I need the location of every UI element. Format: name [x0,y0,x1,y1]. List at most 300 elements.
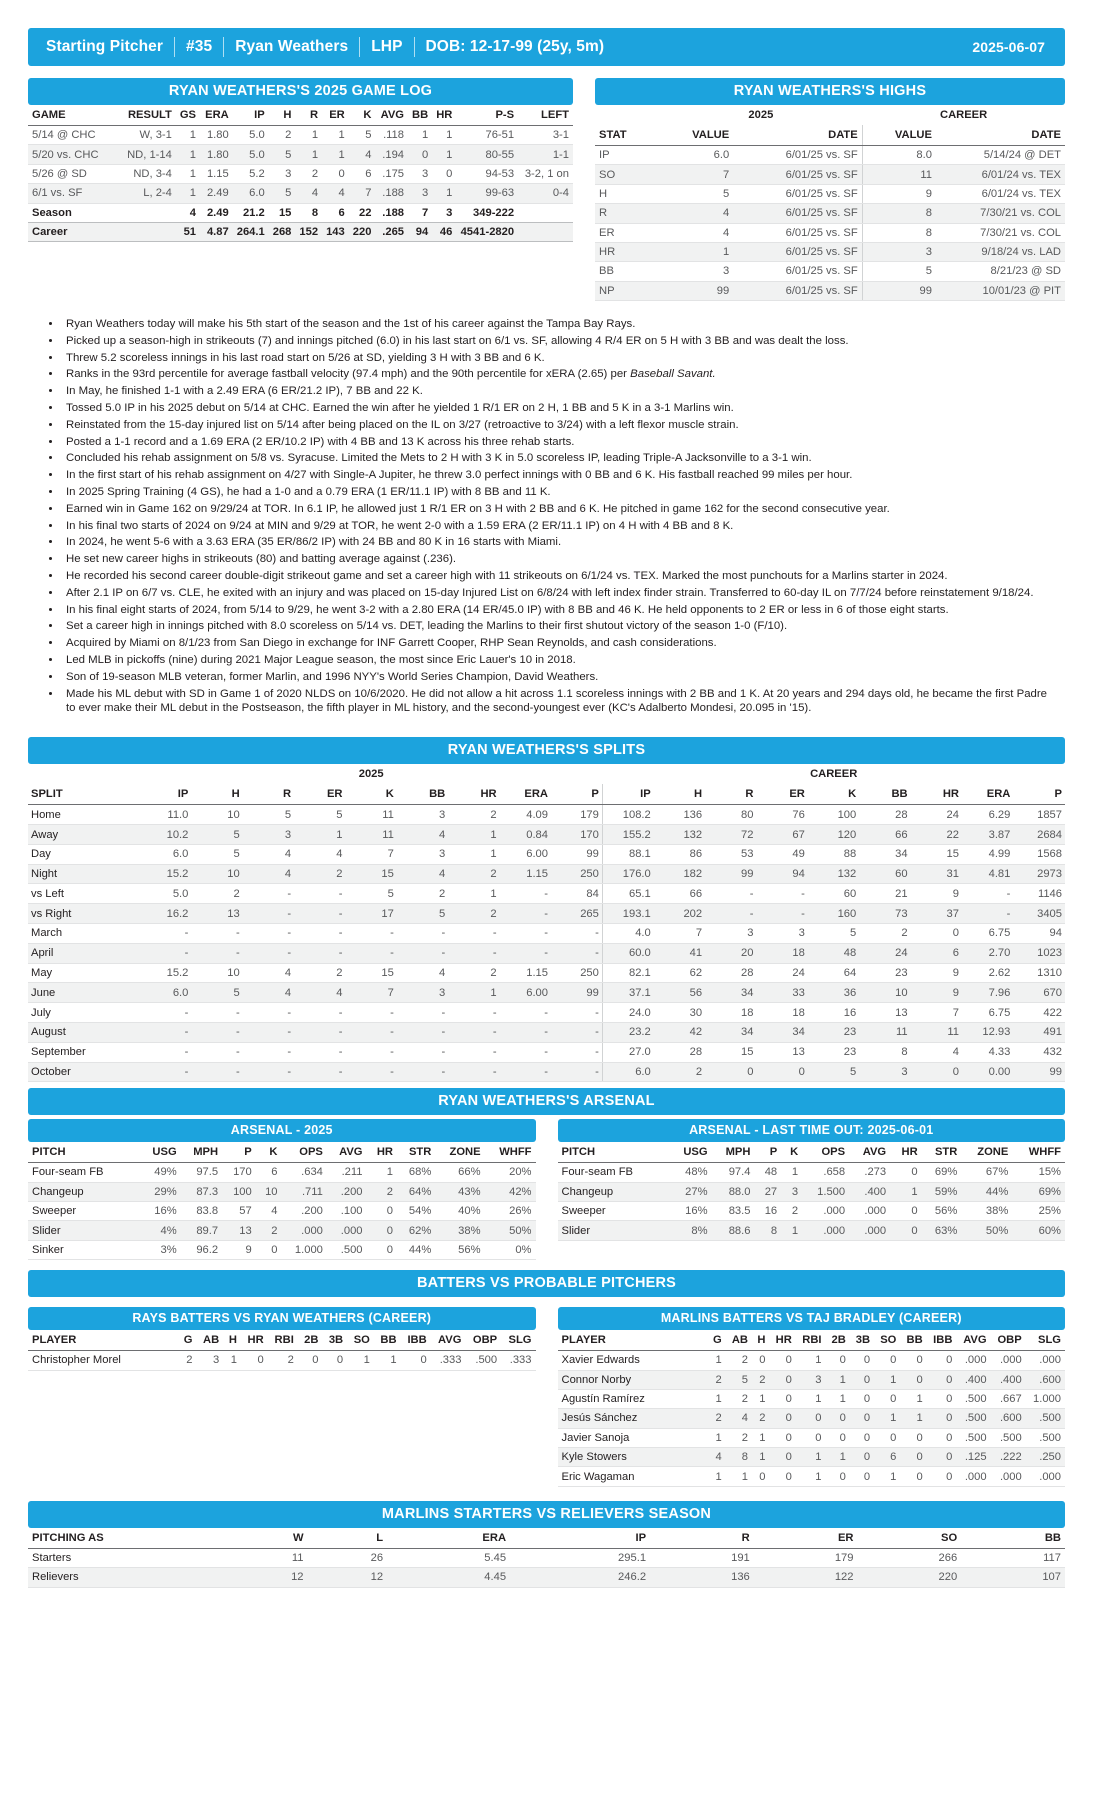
col-game: GAME [28,105,118,126]
cell-str: 69% [922,1163,962,1182]
cell-mph: 96.2 [181,1240,222,1259]
cell-stat: SO [595,165,660,184]
cell-2025-5: - [397,924,448,944]
cell-usg: 48% [670,1163,712,1182]
player-handedness: LHP [371,38,403,55]
cell-2025-3: 2 [294,963,345,983]
cell-2025-3: - [294,884,345,904]
col-bb: BB [961,1528,1065,1549]
cell-label: Changeup [558,1182,670,1201]
table-row [28,145,573,164]
cell-career-7: 6.75 [962,1003,1013,1023]
cell-career-0: 108.2 [602,805,653,825]
cell-label: Sweeper [28,1202,140,1221]
cell-career-3: 34 [757,1022,808,1042]
cell-2025-1: - [191,943,242,963]
cell-2025-8: 170 [551,825,602,845]
cell-k: 6 [349,164,376,183]
cell-2b: 1 [826,1370,850,1389]
cell-avg: .200 [327,1182,367,1201]
col-usg: USG [140,1142,181,1163]
col-p: P [222,1142,256,1163]
cell-whff: 15% [1012,1163,1065,1182]
cell-career-2: 15 [705,1042,756,1062]
cell-avg: .188 [375,184,408,203]
cell-career-8: 1310 [1013,963,1065,983]
cell-r: 2 [295,164,322,183]
player-dob: DOB: 12-17-99 (25y, 5m) [425,38,605,55]
cell-career-7: 4.81 [962,864,1013,884]
cell-career-5: 13 [859,1003,910,1023]
col-slg: SLG [501,1330,535,1351]
cell-career-2: 34 [705,1022,756,1042]
cell-value-2025: 3 [660,262,734,281]
splits-col-18: P [1013,784,1065,805]
cell-2025-5: - [397,943,448,963]
cell-2025-5: 2 [397,884,448,904]
arsenal-2025-header-row [28,1142,536,1163]
cell-career-4: 23 [808,1022,859,1042]
cell-label: Slider [558,1221,670,1240]
cell-rbi: 0 [796,1428,826,1447]
cell-l: 12 [308,1568,388,1587]
cell-2025-6: 2 [448,963,499,983]
cell-2025-0: 16.2 [140,904,191,924]
cell-hr: 3 [432,203,456,222]
cell-career-2: 99 [705,864,756,884]
cell-career-7: 6.75 [962,924,1013,944]
cell-2025-7: 0.84 [500,825,551,845]
cell-2025-4: 17 [346,904,397,924]
cell-mph: 89.7 [181,1221,222,1240]
arsenal-lasttime-body [558,1163,1066,1241]
cell-r: 136 [650,1568,754,1587]
cell-er: 1 [322,126,349,145]
cell-stat: ER [595,223,660,242]
gamelog-header-row [28,105,573,126]
note-item: • In 2024, he went 5-6 with a 3.63 ERA (35 ER/86/2 IP) with 24 BB and 80 K in 16 starts with Miami. [62,535,1059,549]
cell-2025-6: 1 [448,844,499,864]
cell-career-4: 120 [808,825,859,845]
cell-career-7: 2.70 [962,943,1013,963]
cell-career-0: 88.1 [602,844,653,864]
cell-slg: 1.000 [1026,1389,1065,1408]
splits-col-5: K [346,784,397,805]
cell-career-3: 94 [757,864,808,884]
table-row [28,1182,536,1201]
cell-avg: .175 [375,164,408,183]
cell-ip: 264.1 [233,222,269,241]
cell-2025-5: - [397,1062,448,1082]
cell-result [118,222,176,241]
splits-col-13: ER [757,784,808,805]
cell-career-0: 6.0 [602,1062,653,1082]
cell-career-8: 670 [1013,983,1065,1003]
splits-col-10: IP [602,784,653,805]
cell-career-5: 3 [859,1062,910,1082]
col-avg: AVG [327,1142,367,1163]
cell-career-4: 88 [808,844,859,864]
cell-career-3: 18 [757,943,808,963]
cell-2025-0: 5.0 [140,884,191,904]
cell-rbi: 1 [796,1351,826,1370]
cell-str: 59% [922,1182,962,1201]
cell-split: September [28,1042,140,1062]
cell-3b: 0 [850,1389,874,1408]
cell-left: 3-1 [518,126,573,145]
col-bb: BB [374,1330,401,1351]
cell-career-0: 176.0 [602,864,653,884]
cell-mph: 83.8 [181,1202,222,1221]
player-number: #35 [186,38,213,55]
cell-h: 1 [752,1389,770,1408]
cell-p: 8 [754,1221,781,1240]
cell-value-career: 8 [862,223,936,242]
col-so: SO [347,1330,374,1351]
cell-career-2: 34 [705,983,756,1003]
cell-bb: 0 [900,1351,926,1370]
cell-zone: 66% [435,1163,484,1182]
cell-stat: NP [595,281,660,300]
splits-col-9: P [551,784,602,805]
col-value-career: VALUE [862,125,936,146]
cell-obp: .500 [465,1351,501,1370]
cell-value-2025: 4 [660,204,734,223]
cell-career-2: 18 [705,1003,756,1023]
cell-avg: .125 [956,1448,990,1467]
cell-career-8: 432 [1013,1042,1065,1062]
cell-g: 1 [708,1389,726,1408]
cell-zone: 56% [435,1240,484,1259]
cell-3b: 0 [850,1448,874,1467]
cell-career-4: 5 [808,924,859,944]
cell-value-2025: 1 [660,242,734,261]
cell-career-1: 132 [654,825,705,845]
cell-er: 1 [322,145,349,164]
marlins-batters-table [558,1330,1066,1487]
cell-ip: 5.0 [233,126,269,145]
cell-2025-3: 4 [294,983,345,1003]
cell-ibb: 0 [927,1409,957,1428]
col-avg: AVG [956,1330,990,1351]
arsenal-lasttime-header-row [558,1142,1066,1163]
cell-whff: 69% [1012,1182,1065,1201]
cell-2025-3: - [294,1042,345,1062]
col-ps: P-S [456,105,518,126]
table-row [595,165,1065,184]
player-role: Starting Pitcher [46,38,164,55]
col-mph: MPH [181,1142,222,1163]
cell-2025-6: - [448,1003,499,1023]
cell-2025-2: 4 [243,983,294,1003]
cell-h: 1 [223,1351,241,1370]
cell-zone: 44% [961,1182,1012,1201]
splits-group-career: CAREER [810,768,858,781]
col-ops: OPS [282,1142,327,1163]
table-row [28,963,1065,983]
note-item: • Led MLB in pickoffs (nine) during 2021 Major League season, the most since Eric Lauer's 10 in 2018. [62,653,1059,667]
cell-career-6: 37 [911,904,962,924]
cell-career-1: 2 [654,1062,705,1082]
cell-career-6: 4 [911,1042,962,1062]
cell-k: 7 [349,184,376,203]
cell-2025-2: 4 [243,864,294,884]
cell-bb: 0 [900,1448,926,1467]
cell-value-career: 8.0 [862,146,936,165]
cell-ps: 94-53 [456,164,518,183]
cell-career-4: 23 [808,1042,859,1062]
cell-k: 10 [256,1182,282,1201]
col-r: R [295,105,322,126]
col-l: L [308,1528,388,1549]
cell-date-career: 9/18/24 vs. LAD [936,242,1065,261]
splits-title: RYAN WEATHERS'S SPLITS [28,737,1065,764]
cell-career-6: 24 [911,805,962,825]
gamelog-body [28,126,573,242]
col-hr: HR [241,1330,268,1351]
splits-section [28,737,1065,1082]
cell-2025-0: - [140,943,191,963]
col-whff: WHFF [1012,1142,1065,1163]
cell-split: May [28,963,140,983]
cell-avg: .100 [327,1202,367,1221]
table-row [28,1062,1065,1082]
cell-ops: 1.500 [802,1182,849,1201]
cell-career-5: 60 [859,864,910,884]
cell-career-0: 82.1 [602,963,653,983]
cell-stat: IP [595,146,660,165]
cell-career-4: 100 [808,805,859,825]
col-h: H [752,1330,770,1351]
cell-er: 4 [322,184,349,203]
col-mph: MPH [712,1142,755,1163]
cell-bb: 0 [408,145,432,164]
col-g: G [178,1330,196,1351]
cell-mph: 97.4 [712,1163,755,1182]
cell-avg: .000 [956,1467,990,1486]
splits-col-14: K [808,784,859,805]
cell-2025-7: 1.15 [500,864,551,884]
cell-game: Season [28,203,118,222]
cell-career-2: 53 [705,844,756,864]
table-row [28,943,1065,963]
cell-h: 3 [269,164,296,183]
cell-2b: 0 [298,1351,323,1370]
cell-2025-6: 1 [448,884,499,904]
cell-avg: .194 [375,145,408,164]
cell-career-5: 73 [859,904,910,924]
table-row [28,884,1065,904]
col-avg: AVG [849,1142,890,1163]
col-whff: WHFF [485,1142,536,1163]
cell-career-8: 1568 [1013,844,1065,864]
cell-h: 5 [269,184,296,203]
cell-2025-8: 84 [551,884,602,904]
cell-date-career: 10/01/23 @ PIT [936,281,1065,300]
cell-career-1: 42 [654,1022,705,1042]
cell-hr: 0 [770,1389,796,1408]
cell-career-0: 65.1 [602,884,653,904]
cell-2025-7: - [500,924,551,944]
cell-hr: 0 [367,1202,397,1221]
cell-bb: 1 [900,1389,926,1408]
cell-stat: BB [595,262,660,281]
cell-2025-8: - [551,943,602,963]
cell-2025-8: - [551,924,602,944]
cell-2025-3: - [294,1062,345,1082]
cell-rbi: 1 [796,1389,826,1408]
cell-career-3: 24 [757,963,808,983]
cell-career-4: 48 [808,943,859,963]
cell-bb: 107 [961,1568,1065,1587]
cell-date-2025: 6/01/25 vs. SF [733,146,862,165]
cell-2025-1: - [191,1003,242,1023]
arsenal-2025-body [28,1163,536,1260]
col-usg: USG [670,1142,712,1163]
cell-career-7: 0.00 [962,1062,1013,1082]
cell-2025-3: - [294,1022,345,1042]
table-row [28,864,1065,884]
cell-usg: 8% [670,1221,712,1240]
cell-k: 1 [781,1163,802,1182]
cell-ops: .658 [802,1163,849,1182]
cell-career-4: 60 [808,884,859,904]
cell-split: Home [28,805,140,825]
cell-result: W, 3-1 [118,126,176,145]
cell-career-5: 23 [859,963,910,983]
cell-3b: 0 [850,1351,874,1370]
report-date: 2025-06-07 [972,39,1045,55]
cell-career-6: 7 [911,1003,962,1023]
cell-label: Jesús Sánchez [558,1409,708,1428]
cell-gs: 1 [176,145,200,164]
table-row [28,1163,536,1182]
cell-2025-1: 10 [191,963,242,983]
cell-career-4: 132 [808,864,859,884]
table-row [558,1182,1066,1201]
cell-split: vs Left [28,884,140,904]
cell-zone: 38% [961,1202,1012,1221]
splits-col-8: ERA [500,784,551,805]
cell-date-career: 6/01/24 vs. TEX [936,184,1065,203]
table-row [595,204,1065,223]
cell-p: 9 [222,1240,256,1259]
cell-split: March [28,924,140,944]
cell-value-2025: 4 [660,223,734,242]
cell-2025-4: 15 [346,963,397,983]
starters-vs-relievers-section [28,1501,1065,1588]
cell-career-6: 15 [911,844,962,864]
col-player: PLAYER [28,1330,178,1351]
table-row-career-total [28,222,573,241]
highs-body [595,146,1065,301]
note-item: • Son of 19-season MLB veteran, former Marlin, and 1996 NYY's World Series Champion, David Weathers. [62,670,1059,684]
cell-whff: 60% [1012,1221,1065,1240]
cell-2025-4: - [346,1062,397,1082]
cell-w: 12 [228,1568,308,1587]
cell-str: 62% [397,1221,435,1240]
splits-group-row [28,764,1065,784]
cell-2025-5: - [397,1022,448,1042]
cell-career-1: 136 [654,805,705,825]
note-item: • Made his ML debut with SD in Game 1 of 2020 NLDS on 10/6/2020. He did not allow a hit across 1.1 scoreless innings with 2 BB and 1 K. At 20 years and 294 days old, he became the first Padre to ever make their ML debut in the Postseason, the fifth player in ML history, and the second-youngest ever (KC's Adalberto Mondesi, 20.095 in '15). [62,687,1059,716]
cell-era: 5.45 [387,1548,510,1567]
highs-header-row [595,125,1065,146]
cell-2025-0: 15.2 [140,864,191,884]
player-header-banner [28,28,1065,66]
cell-2025-3: - [294,943,345,963]
cell-g: 1 [708,1351,726,1370]
cell-2025-5: 3 [397,805,448,825]
cell-result [118,203,176,222]
cell-mph: 88.0 [712,1182,755,1201]
cell-label: Starters [28,1548,228,1567]
cell-hr: 46 [432,222,456,241]
cell-2025-0: 6.0 [140,983,191,1003]
cell-so: 1 [874,1409,900,1428]
cell-game: 5/20 vs. CHC [28,145,118,164]
cell-obp: .000 [991,1467,1026,1486]
col-ip: IP [233,105,269,126]
cell-date-2025: 6/01/25 vs. SF [733,165,862,184]
cell-obp: .667 [991,1389,1026,1408]
col-slg: SLG [1026,1330,1065,1351]
cell-result: ND, 3-4 [118,164,176,183]
col-zone: ZONE [961,1142,1012,1163]
table-row-season-total [28,203,573,222]
cell-k: 0 [256,1240,282,1259]
table-row [28,184,573,203]
splits-table [28,764,1065,1082]
cell-avg: .000 [327,1221,367,1240]
cell-gs: 4 [176,203,200,222]
cell-hr: 0 [770,1467,796,1486]
rays-batters-panel [28,1307,536,1487]
cell-2025-2: - [243,1003,294,1023]
col-k: K [256,1142,282,1163]
cell-career-1: 182 [654,864,705,884]
cell-so: 6 [874,1448,900,1467]
cell-career-8: 3405 [1013,904,1065,924]
col-hr: HR [367,1142,397,1163]
table-row [28,1003,1065,1023]
cell-2025-2: 3 [243,825,294,845]
cell-2025-4: 7 [346,983,397,1003]
cell-ab: 1 [726,1467,752,1486]
cell-p: 13 [222,1221,256,1240]
cell-career-0: 155.2 [602,825,653,845]
note-item: • He recorded his second career double-digit strikeout game and set a career high with 11 strikeouts on 6/1/24 vs. TEX. Marked the most punchouts for a Marlins starter in 2024. [62,569,1059,583]
cell-er: 122 [754,1568,858,1587]
cell-ops: 1.000 [282,1240,327,1259]
cell-2025-3: - [294,1003,345,1023]
cell-r: 1 [295,145,322,164]
cell-2025-6: - [448,943,499,963]
cell-career-2: 80 [705,805,756,825]
col-avg: AVG [431,1330,466,1351]
note-item: • Ranks in the 93rd percentile for average fastball velocity (97.4 mph) and the 90th percentile for xERA (2.65) per Baseball Savant. [62,367,1059,381]
gamelog-section [28,78,573,301]
cell-h: 1 [752,1428,770,1447]
table-row [595,242,1065,261]
note-item: • In his final two starts of 2024 on 9/24 at MIN and 9/29 at TOR, he went 2-0 with a 1.59 ERA (2 ER/11.1 IP) on 4 H with 4 BB and 8 K. [62,519,1059,533]
cell-h: 2 [752,1409,770,1428]
cell-ps: 80-55 [456,145,518,164]
cell-so: 1 [347,1351,374,1370]
cell-str: 68% [397,1163,435,1182]
splits-header-row [28,784,1065,805]
cell-gs: 51 [176,222,200,241]
